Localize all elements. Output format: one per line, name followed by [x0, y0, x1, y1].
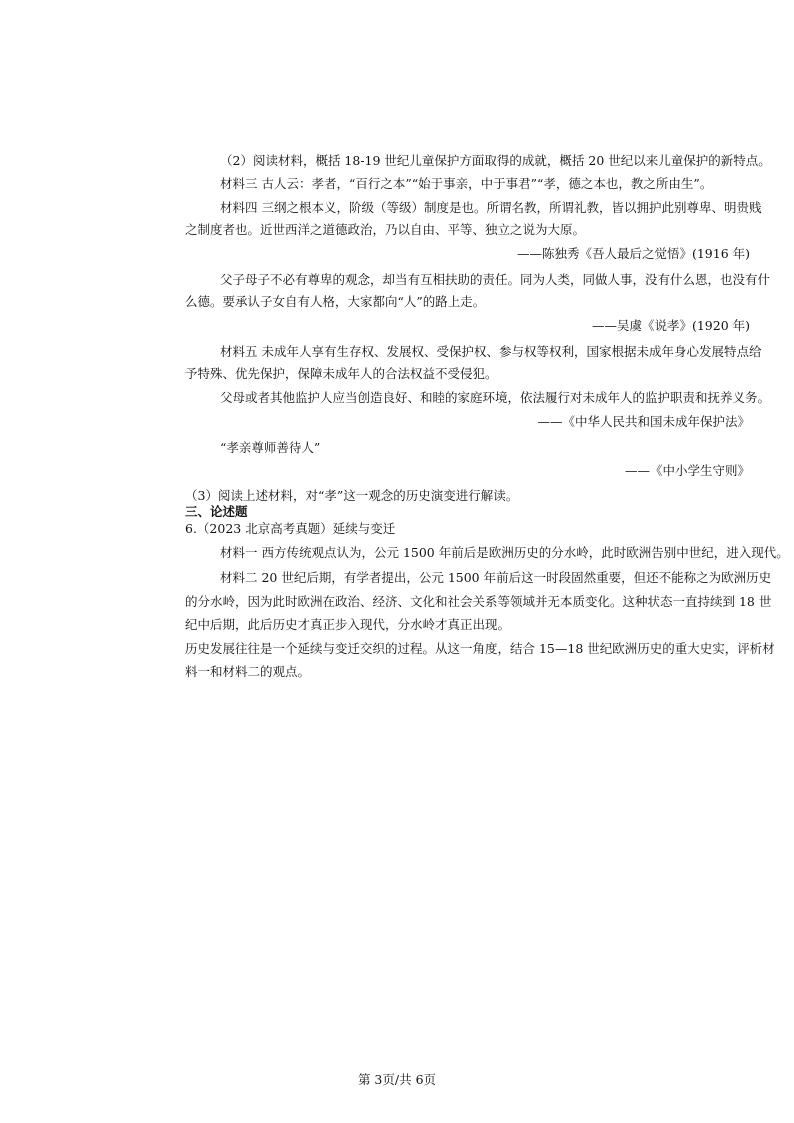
q6-prompt-line-1: 历史发展往往是一个延续与变迁交织的过程。从这一角度，结合 15—18 世纪欧洲历史的重大史实，评析材 [185, 641, 775, 656]
material-4-line-1: 材料四 三纲之根本义，阶级（等级）制度是也。所谓名教，所谓礼教，皆以拥护此别尊卑、明贵贱 [220, 200, 762, 215]
material-5-source-1: ——《中华人民共和国未成年保护法》 [537, 414, 750, 429]
material-5-line-2: 予特殊、优先保护，保障未成年人的合法权益不受侵犯。 [185, 366, 498, 381]
material-4-line-4: 么德。要承认子女自有人格，大家都向“人”的路上走。 [185, 294, 486, 309]
q6-material-2-line-1: 材料二 20 世纪后期，有学者提出，公元 1500 年前后这一时段固然重要，但还不能称之为欧洲历史 [220, 570, 772, 585]
section-heading: 三、论述题 [185, 504, 248, 519]
question-2: （2）阅读材料，概括 18-19 世纪儿童保护方面取得的成就，概括 20 世纪以来儿童保护的新特点。 [220, 153, 771, 168]
material-4-line-2: 之制度者也。近世西洋之道德政治，乃以自由、平等、独立之说为大原。 [185, 222, 586, 237]
material-3: 材料三 古人云：孝者，“百行之本”“始于事亲，中于事君”“孝，德之本也，教之所由生”。 [220, 176, 713, 191]
q6-prompt-line-2: 料一和材料二的观点。 [185, 664, 311, 679]
material-4-source-1: ——陈独秀《吾人最后之觉悟》(1916 年) [516, 246, 750, 261]
question-3: （3）阅读上述材料，对“孝”这一观念的历史演变进行解读。 [185, 488, 519, 503]
page-number: 第 3页/共 6页 [357, 1072, 437, 1087]
material-5-source-2: ——《中小学生守则》 [624, 463, 750, 478]
material-5-line-3: 父母或者其他监护人应当创造良好、和睦的家庭环境，依法履行对未成年人的监护职责和抚养义务。 [220, 390, 771, 405]
material-4-source-2: ——吴虞《说孝》(1920 年) [591, 318, 750, 333]
q6-material-2-line-2: 的分水岭，因为此时欧洲在政治、经济、文化和社会关系等领域并无本质变化。这种状态一直持续到 18 世 [185, 594, 772, 609]
material-5-line-1: 材料五 未成年人享有生存权、发展权、受保护权、参与权等权利，国家根据未成年身心发展特点给 [220, 344, 762, 359]
material-4-line-3: 父子母子不必有尊卑的观念，却当有互相扶助的责任。同为人类，同做人事，没有什么恩，也没有什 [220, 272, 771, 287]
q6-material-2-line-3: 纪中后期，此后历史才真正步入现代，分水岭才真正出现。 [185, 617, 511, 632]
material-5-line-4: “孝亲尊师善待人” [220, 440, 321, 455]
q6-material-1: 材料一 西方传统观点认为，公元 1500 年前后是欧洲历史的分水岭，此时欧洲告别中世纪，进入现代。 [220, 545, 789, 560]
question-6-title: 6.（2023 北京高考真题）延续与变迁 [185, 521, 396, 536]
